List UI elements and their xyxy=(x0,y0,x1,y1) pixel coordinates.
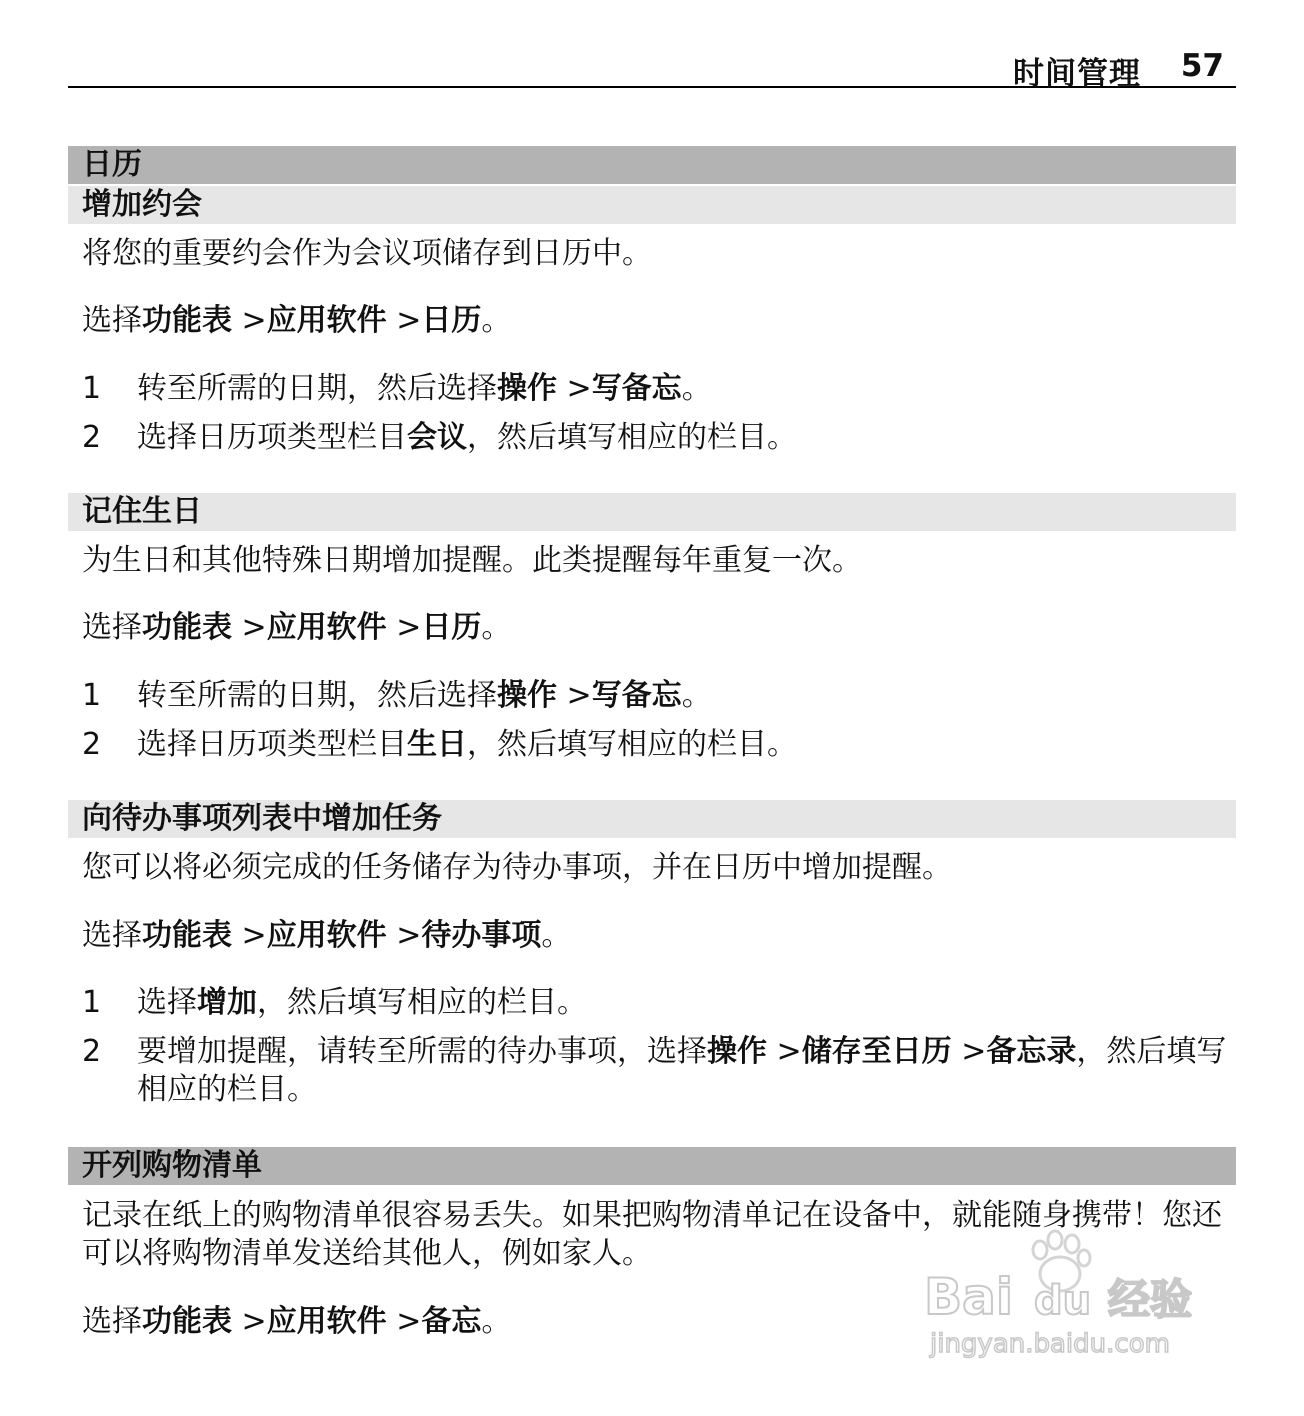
svg-text:经验: 经验 xyxy=(1108,1275,1193,1324)
menu-path: 选择功能表 >应用软件 >备忘。 xyxy=(82,1304,512,1339)
menu-path: 选择功能表 >应用软件 >日历。 xyxy=(82,303,512,338)
section-heading-todo: 向待办事项列表中增加任务 xyxy=(68,800,1236,838)
page-header xyxy=(68,40,1236,92)
svg-text:jingyan.baidu.com: jingyan.baidu.com xyxy=(930,1329,1170,1359)
page-number: 57 xyxy=(1180,48,1224,84)
chapter-heading: 日历 xyxy=(68,146,1236,184)
running-title: 时间管理 xyxy=(1013,56,1141,92)
section-intro: 将您的重要约会作为会议项储存到日历中。 xyxy=(82,236,652,271)
baidu-watermark-logo xyxy=(922,1222,1222,1362)
section-intro: 为生日和其他特殊日期增加提醒。此类提醒每年重复一次。 xyxy=(82,543,862,578)
section-intro: 记录在纸上的购物清单很容易丢失。如果把购物清单记在设备中，就能随身携带！您还可以将购物清单发送给其他人，例如家人。 xyxy=(82,1198,1222,1271)
section-heading-shopping-list: 开列购物清单 xyxy=(68,1147,1236,1185)
menu-path: 选择功能表 >应用软件 >待办事项。 xyxy=(82,918,572,953)
section-heading-add-appointment: 增加约会 xyxy=(68,186,1236,224)
section-intro: 您可以将必须完成的任务储存为待办事项，并在日历中增加提醒。 xyxy=(82,850,952,885)
menu-path: 选择功能表 >应用软件 >日历。 xyxy=(82,610,512,645)
section-heading-birthdays: 记住生日 xyxy=(68,493,1236,531)
svg-text:du: du xyxy=(1034,1278,1092,1324)
svg-text:Bai: Bai xyxy=(924,1268,1013,1326)
